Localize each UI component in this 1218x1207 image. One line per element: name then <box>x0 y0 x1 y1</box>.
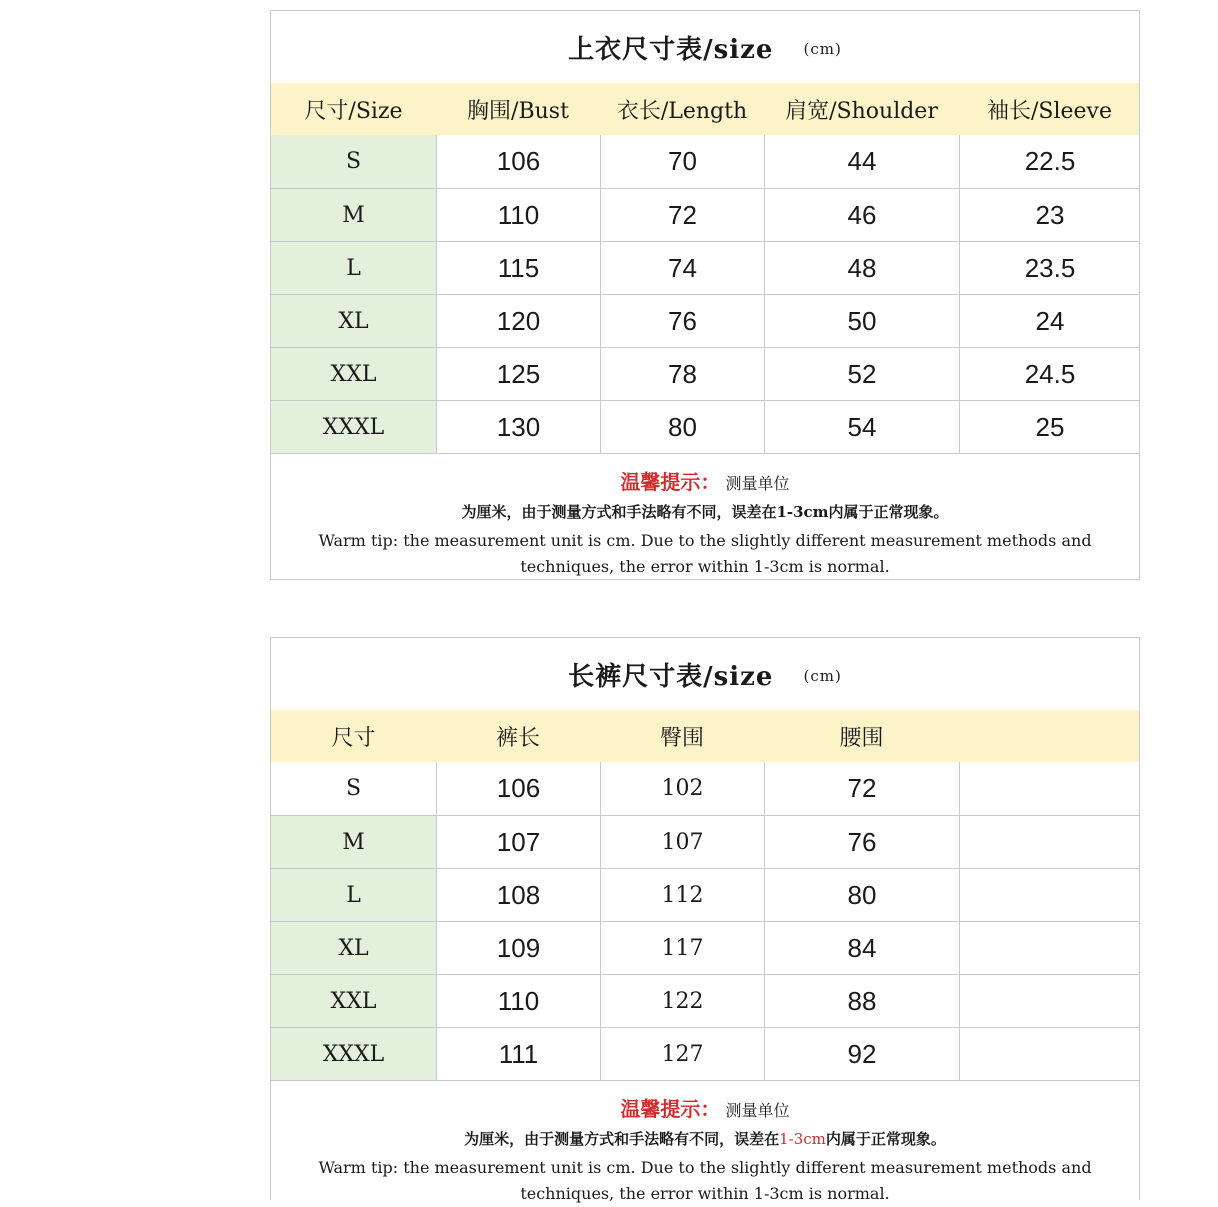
tops-header-row <box>271 83 1139 135</box>
hip-cell: 117 <box>600 922 764 974</box>
pants-length-cell: 108 <box>436 869 600 921</box>
bust-cell: 115 <box>436 242 600 294</box>
tip-chinese-highlight: 1-3cm <box>779 1130 826 1148</box>
length-cell: 76 <box>600 295 764 347</box>
tops-unit-label: (cm) <box>803 40 842 58</box>
tip-english-text: Warm tip: the measurement unit is cm. Due to the slightly different measurement methods and techniques, the error within 1-3cm is normal. <box>318 531 1092 576</box>
header-shoulder: 肩宽/Shoulder <box>785 98 938 124</box>
hip-cell: 127 <box>600 1028 764 1080</box>
header-size: 尺寸/Size <box>304 98 403 124</box>
shoulder-cell: 52 <box>764 348 959 400</box>
tip-chinese-text <box>271 1128 1139 1149</box>
empty-cell <box>959 869 1140 921</box>
shoulder-cell: 54 <box>764 401 959 453</box>
pants-length-cell: 109 <box>436 922 600 974</box>
size-cell: XXL <box>271 348 436 400</box>
shoulder-cell: 50 <box>764 295 959 347</box>
waist-cell: 92 <box>764 1028 959 1080</box>
tip-chinese-part-a: 为厘米，由于测量方式和手法略有不同，误差在 <box>464 1130 780 1148</box>
size-cell: XL <box>271 295 436 347</box>
table-row <box>271 241 1139 294</box>
table-row <box>271 188 1139 241</box>
waist-cell: 84 <box>764 922 959 974</box>
size-cell: M <box>271 189 436 241</box>
size-cell: S <box>345 776 362 801</box>
tops-warm-tip <box>271 453 1139 580</box>
table-row <box>271 868 1139 921</box>
pants-header-row <box>271 710 1139 762</box>
empty-cell <box>959 762 1140 815</box>
tip-label: 温馨提示： <box>620 470 721 494</box>
bust-cell: 110 <box>436 189 600 241</box>
size-cell: XXXL <box>271 1028 436 1080</box>
table-row <box>271 400 1139 453</box>
empty-cell <box>959 975 1140 1027</box>
size-cell: XXXL <box>271 401 436 453</box>
shoulder-cell: 46 <box>764 189 959 241</box>
header-size: 尺寸 <box>331 725 376 751</box>
tip-label: 温馨提示： <box>620 1097 721 1121</box>
pants-unit-label: (cm) <box>803 667 842 685</box>
hip-cell: 102 <box>600 762 764 815</box>
sleeve-cell: 23 <box>959 189 1140 241</box>
shoulder-cell: 44 <box>764 135 959 188</box>
pants-size-chart <box>270 637 1140 1203</box>
table-row <box>271 921 1139 974</box>
header-pants-length: 裤长 <box>495 725 540 751</box>
bust-cell: 106 <box>436 135 600 188</box>
sleeve-cell: 23.5 <box>959 242 1140 294</box>
size-cell: M <box>271 816 436 868</box>
length-cell: 70 <box>600 135 764 188</box>
table-row <box>271 974 1139 1027</box>
pants-length-cell: 107 <box>436 816 600 868</box>
length-cell: 78 <box>600 348 764 400</box>
header-length: 衣长/Length <box>616 98 748 124</box>
hip-cell: 112 <box>600 869 764 921</box>
pants-chart-title <box>271 638 1139 710</box>
tip-unit: 测量单位 <box>725 474 790 493</box>
table-row <box>271 294 1139 347</box>
sleeve-cell: 24 <box>959 295 1140 347</box>
waist-cell: 76 <box>764 816 959 868</box>
hip-cell: 107 <box>600 816 764 868</box>
pants-length-cell: 111 <box>436 1028 600 1080</box>
pants-title-text: 长裤尺寸表/size <box>568 661 774 692</box>
header-waist: 腰围 <box>839 725 884 751</box>
tops-size-chart <box>270 10 1140 580</box>
length-cell: 72 <box>600 189 764 241</box>
tip-chinese-text: 为厘米，由于测量方式和手法略有不同，误差在1-3cm内属于正常现象。 <box>461 503 949 521</box>
table-row <box>271 762 1139 815</box>
hip-cell: 122 <box>600 975 764 1027</box>
pants-warm-tip <box>271 1080 1139 1207</box>
size-cell: S <box>271 135 436 188</box>
pants-rows <box>271 762 1139 1080</box>
pants-length-cell: 106 <box>436 762 600 815</box>
table-row <box>271 1027 1139 1080</box>
tip-chinese-part-b: 内属于正常现象。 <box>825 1130 946 1148</box>
tip-unit: 测量单位 <box>725 1101 790 1120</box>
header-hip: 臀围 <box>659 725 704 751</box>
table-row <box>271 815 1139 868</box>
waist-cell: 88 <box>764 975 959 1027</box>
header-bust: 胸围/Bust <box>467 98 569 124</box>
size-cell: L <box>271 242 436 294</box>
empty-cell <box>959 816 1140 868</box>
pants-length-cell: 110 <box>436 975 600 1027</box>
table-row <box>271 135 1139 188</box>
waist-cell: 72 <box>764 762 959 815</box>
waist-cell: 80 <box>764 869 959 921</box>
header-sleeve: 袖长/Sleeve <box>986 98 1112 124</box>
tops-chart-title <box>271 11 1139 83</box>
table-row <box>271 347 1139 400</box>
length-cell: 80 <box>600 401 764 453</box>
size-cell: XXL <box>271 975 436 1027</box>
tops-rows <box>271 135 1139 453</box>
sleeve-cell: 24.5 <box>959 348 1140 400</box>
shoulder-cell: 48 <box>764 242 959 294</box>
empty-cell <box>959 922 1140 974</box>
tip-english-text: Warm tip: the measurement unit is cm. Due to the slightly different measurement methods and techniques, the error within 1-3cm is normal. <box>318 1158 1092 1203</box>
sleeve-cell: 25 <box>959 401 1140 453</box>
bust-cell: 125 <box>436 348 600 400</box>
bust-cell: 130 <box>436 401 600 453</box>
tops-title-text: 上衣尺寸表/size <box>568 34 774 65</box>
sleeve-cell: 22.5 <box>959 135 1140 188</box>
empty-cell <box>959 1028 1140 1080</box>
bust-cell: 120 <box>436 295 600 347</box>
size-cell: XL <box>271 922 436 974</box>
length-cell: 74 <box>600 242 764 294</box>
size-cell: L <box>271 869 436 921</box>
